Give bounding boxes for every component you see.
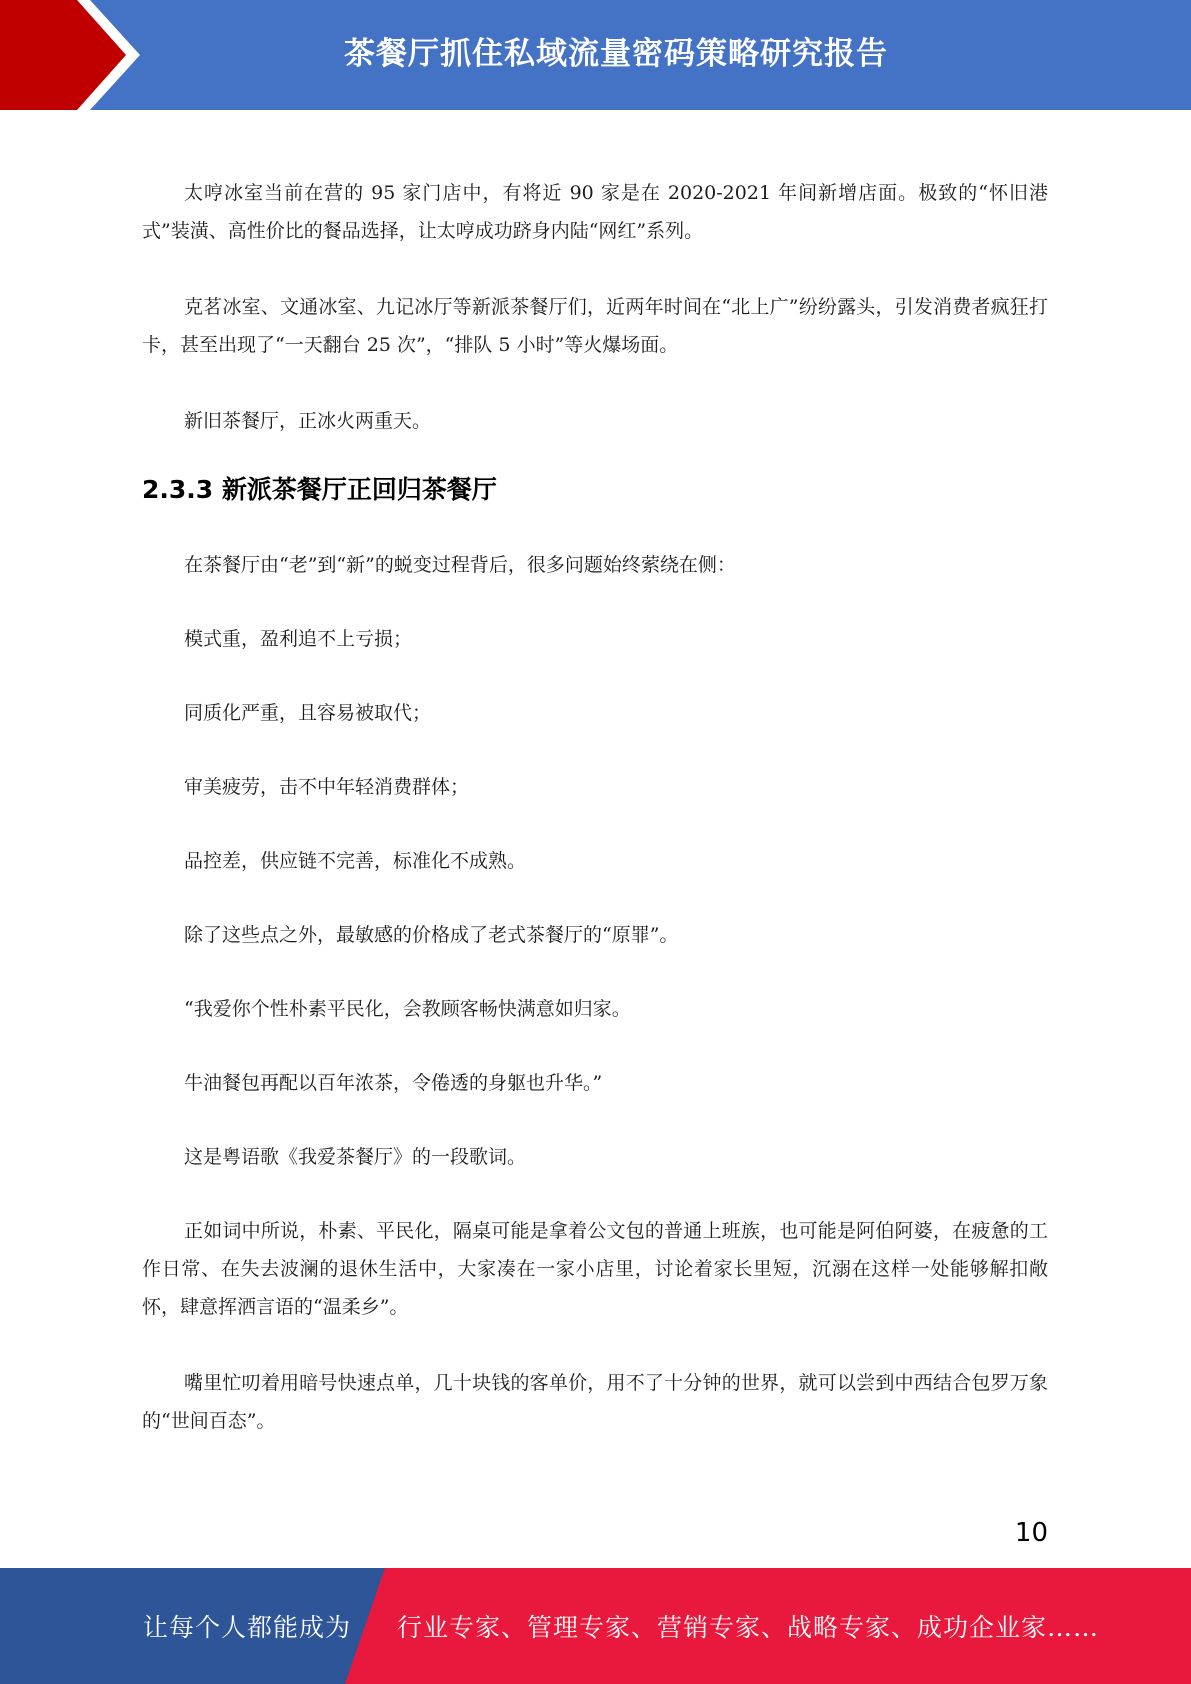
list-item: 品控差，供应链不完善，标准化不成熟。 (184, 850, 527, 872)
page-number: 10 (1014, 1518, 1048, 1548)
page-footer (0, 1568, 1191, 1684)
section-heading: 2.3.3 新派茶餐厅正回归茶餐厅 (142, 475, 497, 504)
paragraph: 这是粤语歌《我爱茶餐厅》的一段歌词。 (184, 1146, 527, 1168)
list-item: 模式重，盈利追不上亏损； (184, 628, 413, 650)
list-item: 同质化严重，且容易被取代； (184, 702, 432, 724)
paragraph: 在茶餐厅由“老”到“新”的蜕变过程背后，很多问题始终萦绕在侧： (184, 554, 736, 576)
list-item: 审美疲劳，击不中年轻消费群体； (184, 776, 470, 798)
paragraph: 正如词中所说，朴素、平民化，隔桌可能是拿着公文包的普通上班族，也可能是阿伯阿婆，在疲惫的工作日常、在失去波澜的退休生活中，大家凑在一家小店里，讨论着家长里短，沉溺在这样一处能够解扣敞怀，肆意挥洒言语的“温柔乡”。 (142, 1220, 1048, 1318)
paragraph: 除了这些点之外，最敏感的价格成了老式茶餐厅的“原罪”。 (184, 924, 679, 946)
paragraph: 嘴里忙叨着用暗号快速点单，几十块钱的客单价，用不了十分钟的世界，就可以尝到中西结合包罗万象的“世间百态”。 (142, 1372, 1048, 1432)
paragraph: 新旧茶餐厅，正冰火两重天。 (184, 410, 432, 432)
page-header (0, 0, 1191, 110)
page-content (142, 174, 1048, 1440)
lyric-line: 牛油餐包再配以百年浓茶，令倦透的身躯也升华。” (184, 1072, 603, 1094)
paragraph: 克茗冰室、文通冰室、九记冰厅等新派茶餐厅们，近两年时间在“北上广”纷纷露头，引发消费者疯狂打卡，甚至出现了“一天翻台 25 次”，“排队 5 小时”等火爆场面。 (142, 296, 1048, 356)
lyric-line: “我爱你个性朴素平民化，会教顾客畅快满意如归家。 (184, 998, 631, 1020)
footer-slogan-right: 行业专家、管理专家、营销专家、战略专家、成功企业家…… (397, 1613, 1100, 1642)
paragraph: 太哼冰室当前在营的 95 家门店中，有将近 90 家是在 2020-2021 年间新增店面。极致的“怀旧港式”装潢、高性价比的餐品选择，让太哼成功跻身内陆“网红”系列。 (142, 182, 1048, 242)
footer-slogan-left: 让每个人都能成为 (143, 1613, 352, 1642)
report-title: 茶餐厅抓住私域流量密码策略研究报告 (344, 35, 888, 72)
